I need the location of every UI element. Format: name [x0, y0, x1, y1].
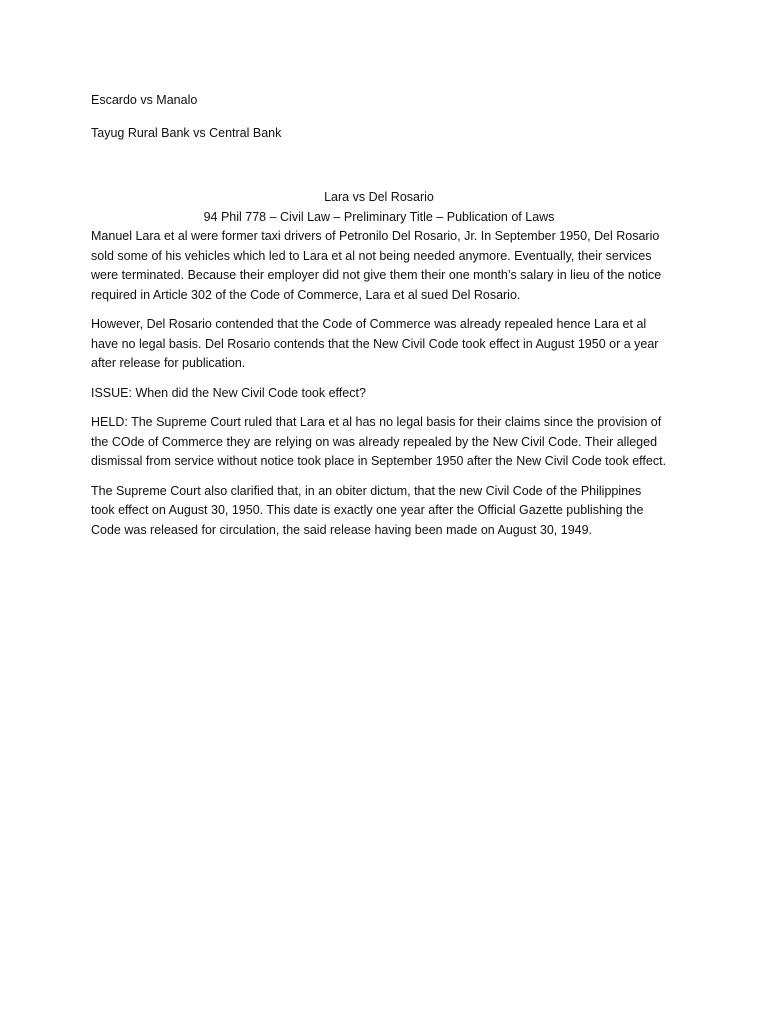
case-subtitle: 94 Phil 778 – Civil Law – Preliminary Title – Publication of Laws	[203, 209, 555, 224]
spacer	[91, 143, 667, 188]
document-page	[91, 91, 667, 550]
case-title: Lara vs Del Rosario	[324, 190, 434, 204]
facts-paragraph: Manuel Lara et al were former taxi drivers of Petronilo Del Rosario, Jr. In September 1950, Del Rosario sold some of his vehicles which led to Lara et al not being needed anymore. Eventually, their services were terminated. Because their employer did not give them their one month’s salary in lieu of the notice required in Article 302 of the Code of Commerce, Lara et al sued Del Rosario.	[91, 229, 662, 302]
case-heading-tayug: Tayug Rural Bank vs Central Bank	[91, 125, 282, 140]
obiter-paragraph: The Supreme Court also clarified that, in an obiter dictum, that the new Civil Code of the Philippines took effect on August 30, 1950. This date is exactly one year after the Official Gazette publishing the Code was released for circulation, the said release having been made on August 30, 1949.	[91, 483, 644, 537]
case-heading-escardo: Escardo vs Manalo	[91, 93, 198, 107]
held-paragraph: HELD: The Supreme Court ruled that Lara et al has no legal basis for their claims since the provision of the COde of Commerce they are relying on was already repealed by the New Civil Code. Their alleged dismissal from service without notice took place in September 1950 after the New Civil Code took effect.	[91, 415, 667, 468]
contention-paragraph: However, Del Rosario contended that the Code of Commerce was already repealed hence Lara et al have no legal basis. Del Rosario contends that the New Civil Code took effect in August 1950 or a year after release for publication.	[91, 317, 659, 370]
spacer	[91, 111, 667, 124]
issue-paragraph: ISSUE: When did the New Civil Code took effect?	[91, 385, 366, 400]
